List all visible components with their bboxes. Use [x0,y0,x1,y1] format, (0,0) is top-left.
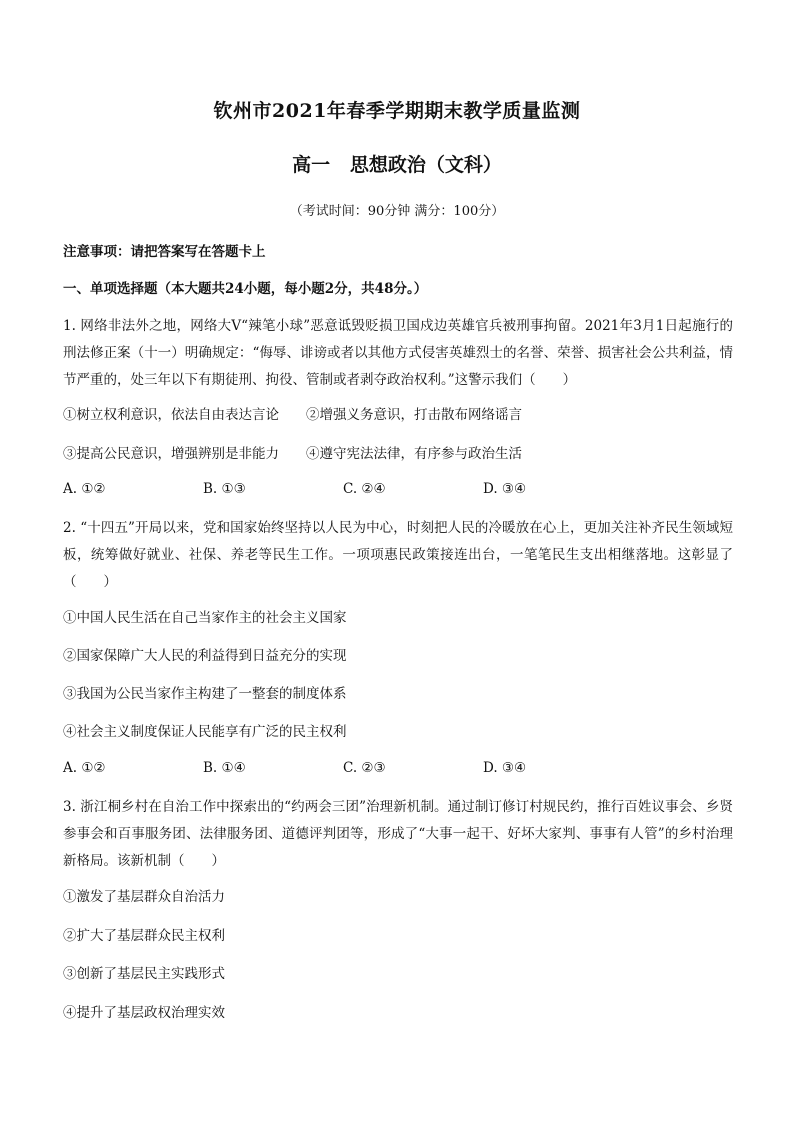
question-1-stem: 1. 网络非法外之地，网络大V“辣笔小球”恶意诋毁贬损卫国戍边英雄官兵被刑事拘留。2021年3月1日起施行的刑法修正案（十一）明确规定：“侮辱、诽谤或者以其他方式侵害英雄烈士的名誉、荣誉、损害社会公共利益，情节严重的，处三年以下有期徒刑、拘役、管制或者剥夺政治权利。”这警示我们（ ） [63,318,733,388]
question-1-answers [63,481,623,497]
question-2-stem: 2. “十四五”开局以来，党和国家始终坚持以人民为中心，时刻把人民的冷暖放在心上，更加关注补齐民生领域短板，统筹做好就业、社保、养老等民生工作。一项项惠民政策接连出台，一笔笔民生支出相继落地。这彰显了（ ） [63,520,733,590]
exam-info: （考试时间：90分钟 满分：100分） [289,204,505,219]
question-3-option-4: ④提升了基层政权治理实效 [63,1005,225,1021]
question-3-option-1: ①激发了基层群众自治活力 [63,889,225,905]
exam-title: 钦州市2021年春季学期期末教学质量监测 [213,100,581,122]
question-2-answers [63,760,623,776]
question-3-stem: 3. 浙江桐乡村在自治工作中探索出的“约两会三团”治理新机制。通过制订修订村规民约，推行百姓议事会、乡贤参事会和百事服务团、法律服务团、道德评判团等，形成了“大事一起干、好坏大家判、事事有人管”的乡村治理新格局。该新机制（ ） [63,799,733,869]
notice: 注意事项：请把答案写在答题卡上 [63,244,266,260]
answer-a: A. ①② [63,481,106,497]
question-1 [63,313,733,394]
answer-d: D. ③④ [483,760,527,776]
answer-c: C. ②④ [343,481,386,497]
answer-a: A. ①② [63,760,106,776]
question-2-option-1: ①中国人民生活在自己当家作主的社会主义国家 [63,610,347,626]
question-2-option-3: ③我国为公民当家作主构建了一整套的制度体系 [63,686,347,702]
question-3-option-3: ③创新了基层民主实践形式 [63,966,225,982]
question-3 [63,794,733,875]
answer-c: C. ②③ [343,760,386,776]
question-2 [63,515,733,596]
question-3-option-2: ②扩大了基层群众民主权利 [63,928,225,944]
question-2-option-4: ④社会主义制度保证人民能享有广泛的民主权利 [63,724,347,740]
answer-b: B. ①③ [203,481,246,497]
section-heading: 一、单项选择题（本大题共24小题，每小题2分，共48分。） [63,281,428,297]
answer-b: B. ①④ [203,760,246,776]
question-1-options-row-2: ③提高公民意识，增强辨别是非能力 ④遵守宪法法律，有序参与政治生活 [63,446,522,462]
answer-d: D. ③④ [483,481,527,497]
exam-subtitle: 高一 思想政治（文科） [292,154,502,176]
question-2-option-2: ②国家保障广大人民的利益得到日益充分的实现 [63,648,347,664]
question-1-options-row-1: ①树立权利意识，依法自由表达言论 ②增强义务意识，打击散布网络谣言 [63,407,522,423]
